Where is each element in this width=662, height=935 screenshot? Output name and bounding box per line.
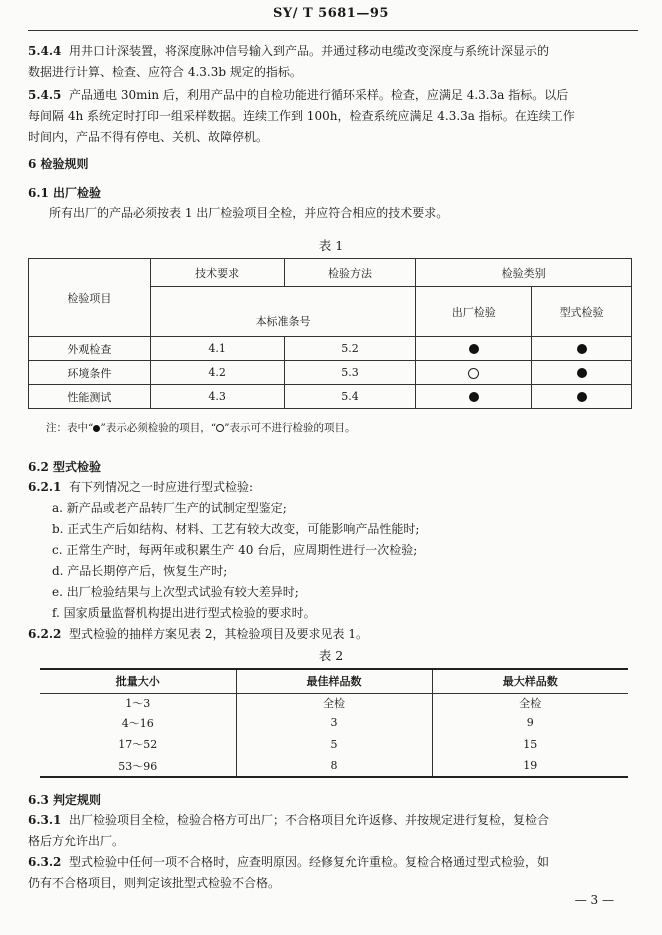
table-cell: 4～16 bbox=[40, 712, 236, 733]
table-cell: 1～3 bbox=[40, 693, 236, 712]
clause-text: 用井口计深装置，将深度脉冲信号输入到产品。并通过移动电缆改变深度与系统计深显示的 bbox=[69, 44, 550, 58]
section-6-1-text: 所有出厂的产品必须按表 1 出厂检验项目全检，并应符合相应的技术要求。 bbox=[49, 206, 449, 220]
clause-number: 6.2.1 bbox=[28, 480, 62, 494]
table-2-header-batch: 批量大小 bbox=[40, 669, 236, 693]
clause-number: 6.3.2 bbox=[28, 855, 62, 869]
filled-circle-icon bbox=[577, 344, 587, 354]
standard-header: SY/ T 5681—95 bbox=[273, 6, 389, 21]
clause-text: 产品通电 30min 后，利用产品中的自检功能进行循环采样。检查，应满足 4.3.3a 指标。以后 bbox=[69, 88, 569, 102]
table-cell bbox=[416, 385, 532, 409]
clause-text: 型式检验中任何一项不合格时，应查明原因。经修复允许重检。复检合格通过型式检验，如 bbox=[69, 855, 550, 869]
section-6-1-heading: 6.1 出厂检验 bbox=[28, 186, 102, 200]
table-cell: 8 bbox=[236, 755, 432, 777]
clause-6-3-1 bbox=[28, 810, 634, 894]
open-circle-icon bbox=[468, 368, 479, 379]
table-row bbox=[40, 733, 628, 755]
table-row bbox=[29, 385, 632, 409]
open-circle-icon bbox=[216, 424, 224, 432]
table-1-header-std: 本标准条号 bbox=[150, 307, 416, 337]
table-1-header-category: 检验类别 bbox=[416, 259, 632, 287]
table-cell: 17～52 bbox=[40, 733, 236, 755]
table-1-header-type: 型式检验 bbox=[532, 287, 632, 337]
table-cell bbox=[532, 385, 632, 409]
table-cell: 性能测试 bbox=[29, 385, 151, 409]
table-cell: 5.3 bbox=[284, 361, 416, 385]
table-row bbox=[40, 693, 628, 712]
note-text: ”表示必须检验的项目，“ bbox=[100, 422, 217, 434]
section-6-3-heading: 6.3 判定规则 bbox=[28, 793, 102, 807]
clause-number: 5.4.4 bbox=[28, 44, 62, 58]
table-cell: 5.2 bbox=[284, 337, 416, 361]
table-cell: 外观检查 bbox=[29, 337, 151, 361]
list-item: d. 产品长期停产后，恢复生产时; bbox=[52, 564, 228, 578]
clause-text: 格后方允许出厂。 bbox=[28, 834, 125, 848]
table-2-caption: 表 2 bbox=[318, 648, 344, 663]
clause-text: 仍有不合格项目，则判定该批型式检验不合格。 bbox=[28, 876, 281, 890]
table-1-header-factory: 出厂检验 bbox=[416, 287, 532, 337]
table-cell: 19 bbox=[432, 755, 628, 777]
list-item: f. 国家质量监督机构提出进行型式检验的要求时。 bbox=[52, 606, 316, 620]
table-row bbox=[40, 755, 628, 777]
table-header-row bbox=[40, 669, 628, 693]
table-1-note bbox=[46, 420, 356, 435]
table-cell: 环境条件 bbox=[29, 361, 151, 385]
table-row bbox=[29, 337, 632, 361]
table-cell: 53～96 bbox=[40, 755, 236, 777]
clause-number: 6.2.2 bbox=[28, 627, 62, 641]
table-cell: 全检 bbox=[432, 693, 628, 712]
section-6-2-heading: 6.2 型式检验 bbox=[28, 460, 102, 474]
filled-circle-icon bbox=[469, 344, 479, 354]
table-cell bbox=[532, 361, 632, 385]
table-cell: 4.2 bbox=[150, 361, 284, 385]
table-row bbox=[29, 361, 632, 385]
table-1-header-tech: 技术要求 bbox=[150, 259, 284, 287]
clause-text: 型式检验的抽样方案见表 2，其检验项目及要求见表 1。 bbox=[69, 627, 368, 641]
note-text: ”表示可不进行检验的项目。 bbox=[224, 422, 356, 434]
table-row bbox=[40, 712, 628, 733]
table-cell: 9 bbox=[432, 712, 628, 733]
note-text: 注：表中“ bbox=[46, 422, 94, 434]
table-1-header-method: 检验方法 bbox=[284, 259, 416, 287]
list-item: e. 出厂检验结果与上次型式试验有较大差异时; bbox=[52, 585, 299, 599]
clause-text: 每间隔 4h 系统定时打印一组采样数据。连续工作到 100h，检查系统应满足 4.3.3a 指标。在连续工作 bbox=[28, 109, 575, 123]
list-item: b. 正式生产后如结构、材料、工艺有较大改变，可能影响产品性能时; bbox=[52, 522, 420, 536]
list-item: c. 正常生产时，每两年或积累生产 40 台后，应周期性进行一次检验; bbox=[52, 543, 418, 557]
table-cell: 全检 bbox=[236, 693, 432, 712]
table-cell bbox=[532, 337, 632, 361]
table-2-header-best: 最佳样品数 bbox=[236, 669, 432, 693]
table-cell: 4.3 bbox=[150, 385, 284, 409]
table-1-caption: 表 1 bbox=[318, 238, 344, 253]
table-cell: 5.4 bbox=[284, 385, 416, 409]
clause-number: 5.4.5 bbox=[28, 88, 62, 102]
clause-5-4-5 bbox=[28, 85, 634, 148]
filled-circle-icon bbox=[469, 392, 479, 402]
table-cell bbox=[416, 361, 532, 385]
table-cell bbox=[416, 337, 532, 361]
filled-circle-icon bbox=[577, 368, 587, 378]
page-number: — 3 — bbox=[574, 893, 614, 907]
table-cell: 4.1 bbox=[150, 337, 284, 361]
header-rule bbox=[28, 30, 638, 31]
table-cell: 15 bbox=[432, 733, 628, 755]
filled-circle-icon bbox=[577, 392, 587, 402]
clause-text: 有下列情况之一时应进行型式检验: bbox=[69, 480, 254, 494]
section-6-heading: 6 检验规则 bbox=[28, 157, 89, 171]
clause-text: 时间内，产品不得有停电、关机、故障停机。 bbox=[28, 130, 269, 144]
list-item: a. 新产品或老产品转厂生产的试制定型鉴定; bbox=[52, 501, 287, 515]
clause-6-2-1 bbox=[28, 477, 634, 645]
clause-number: 6.3.1 bbox=[28, 813, 62, 827]
table-1-header-item: 检验项目 bbox=[29, 259, 151, 337]
table-2 bbox=[40, 668, 628, 778]
clause-text: 出厂检验项目全检，检验合格方可出厂；不合格项目允许返修、并按规定进行复检，复检合 bbox=[69, 813, 550, 827]
table-1 bbox=[28, 258, 632, 409]
table-2-header-max: 最大样品数 bbox=[432, 669, 628, 693]
clause-text: 数据进行计算、检查、应符合 4.3.3b 规定的指标。 bbox=[28, 65, 302, 79]
table-cell: 5 bbox=[236, 733, 432, 755]
clause-5-4-4 bbox=[28, 41, 634, 83]
table-cell: 3 bbox=[236, 712, 432, 733]
